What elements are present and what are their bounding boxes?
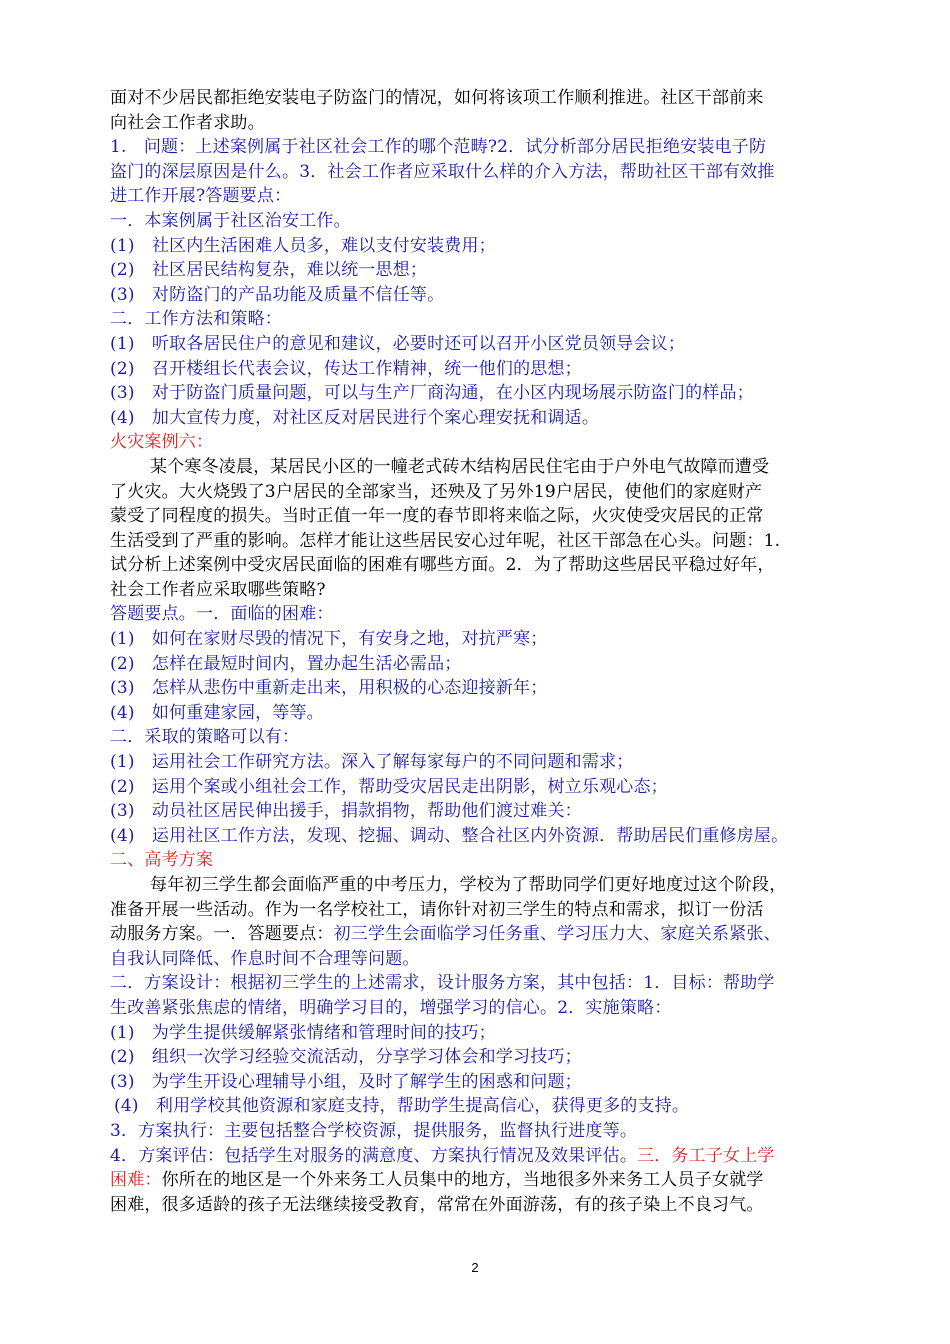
answer-item: (3) 怎样从悲伤中重新走出来，用积极的心态迎接新年；	[110, 678, 548, 699]
answer-item: (2) 怎样在最短时间内，置办起生活必需品；	[110, 653, 462, 674]
case-paragraph-line: 生活受到了严重的影响。怎样才能让这些居民安心过年呢，社区干部急在心头。问题：1.	[110, 530, 781, 551]
answer-item: (2) 社区居民结构复杂，难以统一思想；	[110, 260, 428, 281]
document-body	[110, 86, 855, 1217]
answer-item: (3) 对防盗门的产品功能及质量不信任等。	[110, 284, 445, 305]
answer-heading: 二．采取的策略可以有：	[110, 727, 300, 748]
section-heading: 三．务工子女上学	[637, 1145, 775, 1166]
mixed-line	[110, 1144, 855, 1169]
answer-item: 二．方案设计：根据初三学生的上述需求，设计服务方案，其中包括：1．目标：帮助学	[110, 973, 775, 994]
section-heading: 困难：	[110, 1170, 162, 1191]
answer-item: (1) 如何在家财尽毁的情况下，有安身之地，对抗严寒；	[110, 629, 548, 650]
answer-item: (2) 召开楼组长代表会议，传达工作精神，统一他们的思想；	[110, 358, 582, 379]
case-paragraph-line: 试分析上述案例中受灾居民面临的困难有哪些方面。2．为了帮助这些居民平稳过好年，	[110, 555, 775, 576]
case-paragraph-line: 准备开展一些活动。作为一名学校社工，请你针对初三学生的特点和需求，拟订一份活	[110, 899, 764, 920]
answer-item: (2) 运用个案或小组社会工作，帮助受灾居民走出阴影，树立乐观心态；	[110, 776, 668, 797]
answer-item: (3) 对于防盗门质量问题，可以与生产厂商沟通，在小区内现场展示防盗门的样品；	[110, 383, 754, 404]
answer-heading: 一．本案例属于社区治安工作。	[110, 210, 351, 231]
answer-item: (2) 组织一次学习经验交流活动，分享学习体会和学习技巧；	[110, 1047, 582, 1068]
answer-item: (1) 运用社会工作研究方法。深入了解每家每户的不同问题和需求；	[110, 752, 634, 773]
mixed-line	[110, 1168, 855, 1193]
section-heading: 火灾案例六：	[110, 432, 214, 453]
answer-item: (4) 加大宣传力度，对社区反对居民进行个案心理安抚和调适。	[110, 407, 600, 428]
answer-item: (3) 动员社区居民伸出援手，捐款捐物，帮助他们渡过难关：	[110, 801, 582, 822]
mixed-line	[110, 922, 855, 947]
text-line: 向社会工作者求助。	[110, 112, 265, 133]
answer-text: 初三学生会面临学习任务重、学习压力大、家庭关系紧张、	[333, 924, 781, 945]
answer-item: (4) 利用学校其他资源和家庭支持，帮助学生提高信心，获得更多的支持。	[114, 1096, 690, 1117]
answer-item: 生改善紧张焦虑的情绪，明确学习目的，增强学习的信心。2．实施策略：	[110, 997, 672, 1018]
answer-text: 4．方案评估：包括学生对服务的满意度、方案执行情况及效果评估。	[110, 1145, 638, 1166]
case-paragraph-line: 困难，很多适龄的孩子无法继续接受教育，常常在外面游荡，有的孩子染上不良习气。	[110, 1194, 764, 1215]
question-line: 1. 问题：上述案例属于社区社会工作的哪个范畴?2．试分析部分居民拒绝安装电子防	[110, 137, 767, 158]
answer-item: (3) 为学生开设心理辅导小组，及时了解学生的困惑和问题；	[110, 1071, 582, 1092]
case-paragraph-line: 每年初三学生都会面临严重的中考压力，学校为了帮助同学们更好地度过这个阶段，	[150, 875, 787, 895]
case-text: 动服务方案。一．答题要点：	[110, 924, 334, 945]
case-paragraph-line: 某个寒冬凌晨，某居民小区的一幢老式砖木结构居民住宅由于户外电气故障而遭受	[150, 456, 770, 477]
answer-item: (4) 运用社区工作方法，发现、挖掘、调动、整合社区内外资源．帮助居民们重修房屋。	[110, 825, 789, 846]
answer-heading: 答题要点。一．面临的困难：	[110, 604, 334, 625]
case-paragraph-line: 社会工作者应采取哪些策略?	[110, 579, 326, 600]
answer-item: 自我认同降低、作息时间不合理等问题。	[110, 948, 420, 969]
case-paragraph-line: 蒙受了同程度的损失。当时正值一年一度的春节即将来临之际，火灾使受灾居民的正常	[110, 506, 764, 527]
case-paragraph-line: 了火灾。大火烧毁了3户居民的全部家当，还殃及了另外19户居民，使他们的家庭财产	[110, 481, 763, 502]
page-number: 2	[471, 1260, 479, 1275]
answer-heading: 二．工作方法和策略：	[110, 309, 282, 330]
section-heading: 二、高考方案	[110, 850, 214, 871]
answer-item: (1) 为学生提供缓解紧张情绪和管理时间的技巧；	[110, 1022, 496, 1043]
answer-item: 3．方案执行：主要包括整合学校资源，提供服务，监督执行进度等。	[110, 1120, 638, 1141]
answer-item: (4) 如何重建家园，等等。	[110, 702, 324, 723]
question-line: 盗门的深层原因是什么。3．社会工作者应采取什么样的介入方法，帮助社区干部有效推	[110, 161, 775, 182]
text-line: 面对不少居民都拒绝安装电子防盗门的情况，如何将该项工作顺利推进。社区干部前来	[110, 88, 764, 108]
case-text: 你所在的地区是一个外来务工人员集中的地方，当地很多外来务工人员子女就学	[161, 1170, 764, 1191]
answer-item: (1) 听取各居民住户的意见和建议，必要时还可以召开小区党员领导会议；	[110, 333, 686, 354]
answer-item: (1) 社区内生活困难人员多，难以支付安装费用；	[110, 235, 496, 256]
question-line: 进工作开展?答题要点：	[110, 186, 292, 207]
